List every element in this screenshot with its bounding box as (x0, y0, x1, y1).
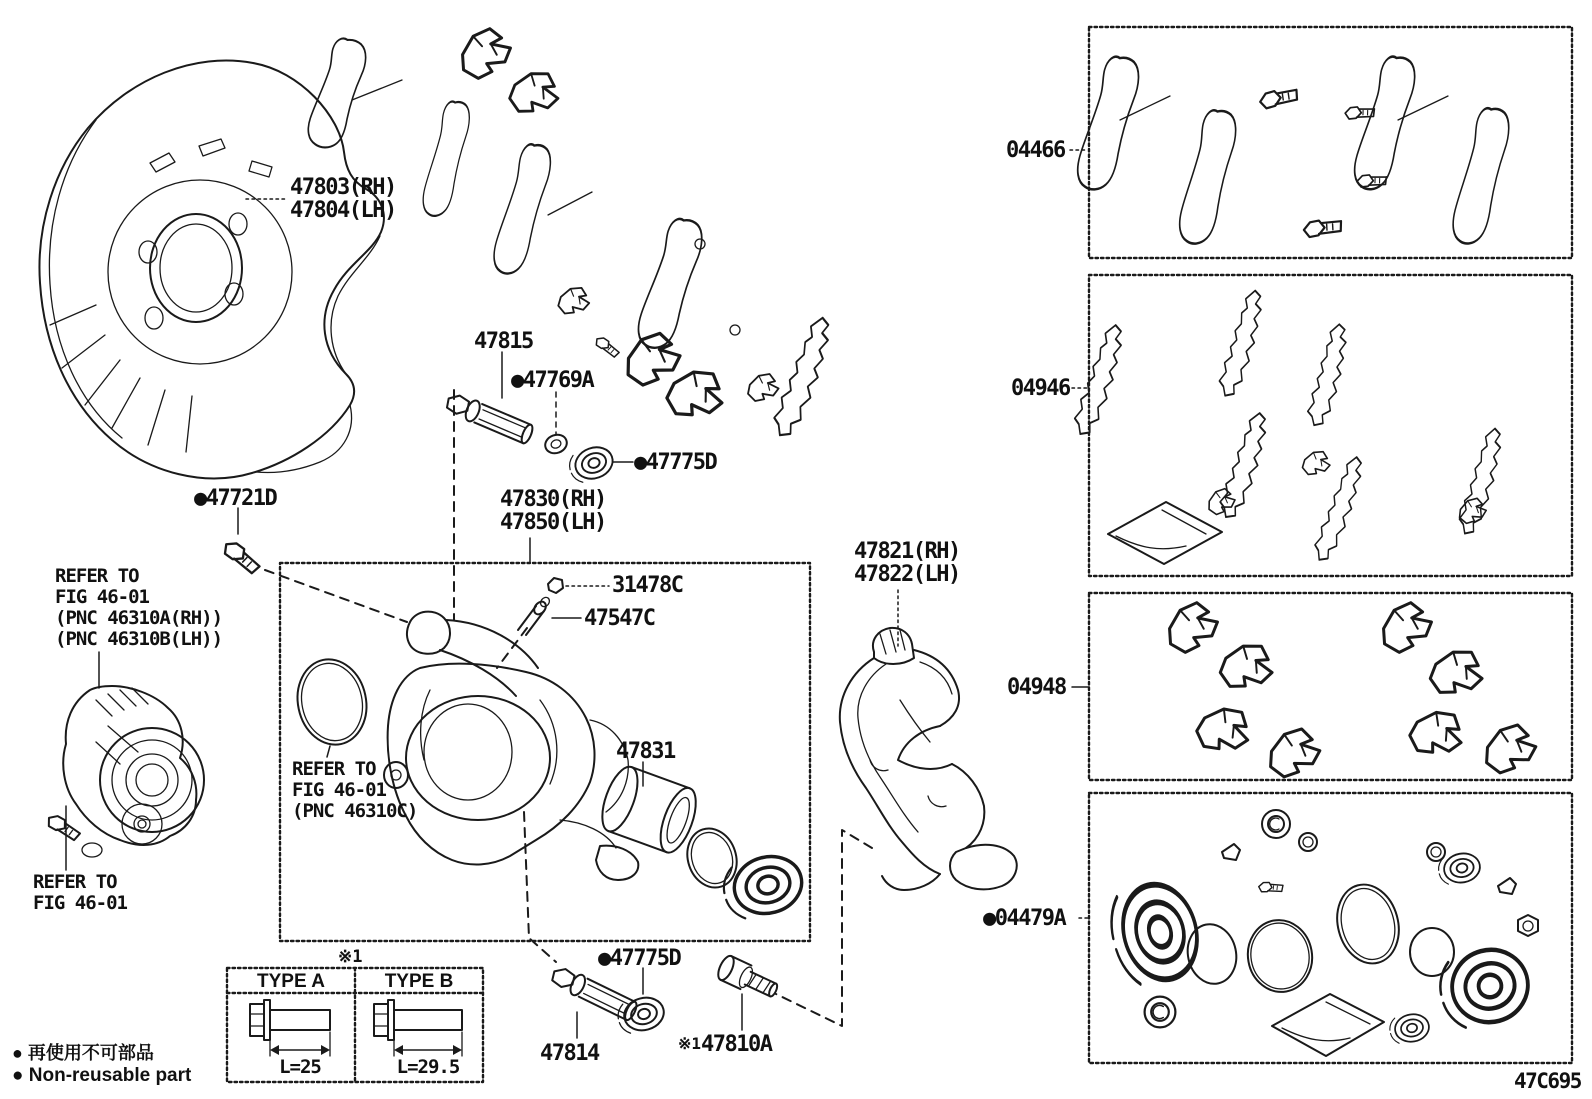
refer-note-epb (55, 566, 222, 650)
part-label-shield-rh: 47803(RH) (290, 175, 396, 200)
footnote-marker: ※1 (678, 1034, 702, 1053)
part-label-47769A: ●47769A (511, 368, 594, 393)
shim-kit-box (1071, 275, 1572, 576)
part-label-bracket-rh: 47821(RH) (854, 539, 960, 564)
epb-bolt-drawing (220, 540, 264, 575)
part-label-47775D-upper: ●47775D (634, 450, 717, 475)
dust-shield-drawing (39, 61, 383, 479)
part-label-bracket-lh: 47822(LH) (854, 562, 960, 587)
legend-non-reusable-en: ● Non-reusable part (12, 1065, 192, 1086)
epb-actuator-drawing (45, 686, 204, 857)
mounting-bracket-drawing (840, 628, 1017, 890)
refer-note-line: (PNC 46310A(RH)) (55, 607, 223, 629)
part-label-47831: 47831 (616, 739, 675, 764)
seal-kit-box (1089, 793, 1572, 1063)
part-label-shield-lh: 47804(LH) (290, 198, 396, 223)
part-label-47814: 47814 (540, 1041, 599, 1066)
part-label-47815: 47815 (474, 329, 533, 354)
part-label-shield (290, 176, 396, 222)
part-label-bracket (854, 540, 960, 586)
part-label-47810A-number: 47810A (701, 1032, 772, 1057)
refer-note-line: REFER TO (55, 565, 139, 587)
fitting-kit-box (1089, 593, 1572, 780)
refer-note-line: FIG 46-01 (55, 586, 149, 608)
part-label-47775D-lower: ●47775D (598, 946, 681, 971)
part-label-47547C: 47547C (584, 606, 655, 631)
table-header-type-a: TYPE A (257, 971, 325, 992)
refer-note-line: FIG 46-01 (33, 892, 127, 914)
table-length-b: L=29.5 (396, 1056, 460, 1078)
assembly-dashed-lines (265, 390, 872, 1026)
pad-kit-box (1072, 27, 1572, 258)
caliper-assembly-box (280, 563, 810, 941)
part-label-04479A: ●04479A (983, 906, 1066, 931)
refer-note-line: (PNC 46310B(LH)) (55, 628, 223, 650)
legend-non-reusable-ja: ● 再使用不可部品 (12, 1043, 154, 1063)
refer-note-line: (PNC 46310C) (292, 800, 418, 822)
refer-note-bolt (33, 872, 127, 914)
refer-note-line: REFER TO (33, 871, 117, 893)
part-label-04466: 04466 (1006, 138, 1065, 163)
part-label-caliper-rh: 47830(RH) (500, 487, 606, 512)
part-label-04946: 04946 (1011, 376, 1070, 401)
guide-pin-upper-drawing (444, 390, 617, 485)
part-label-04948: 04948 (1007, 675, 1066, 700)
part-label-31478C: 31478C (612, 573, 683, 598)
part-label-caliper-lh: 47850(LH) (500, 510, 606, 535)
part-label-caliper (500, 488, 606, 534)
refer-note-ring (292, 759, 417, 822)
table-length-a: L=25 (279, 1056, 321, 1078)
figure-code: 47C695 (1514, 1069, 1581, 1093)
table-footnote-marker: ※1 (338, 947, 363, 967)
refer-note-line: REFER TO (292, 758, 376, 780)
part-label-47721D: ●47721D (194, 486, 277, 511)
part-label-47810A (678, 1032, 772, 1056)
table-header-type-b: TYPE B (384, 971, 454, 992)
refer-note-line: FIG 46-01 (292, 779, 386, 801)
